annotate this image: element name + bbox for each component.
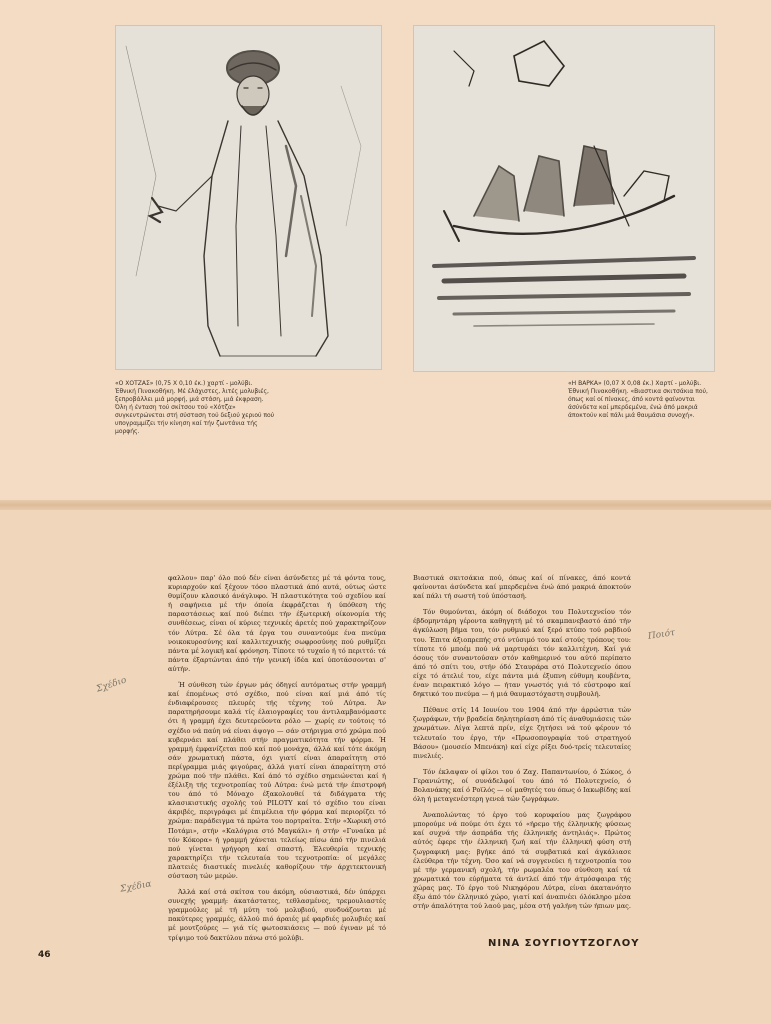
paragraph: φαλλου» παρ' όλο πού δέν είναι άσύνδετες μέ τά φόντα τους, κυριαρχούν καί ξέχουν τόσο πλαστικά άπό αυτά, ούτως ώστε θυμίζουν κλασικό άνάγλυφο. Ή πλαστικότητα τού σχεδίου καί ή σαφήνεια μέ τήν όποία έκφράζεται ή ύπόθεση τής παραστάσεως καί πού διέπει τήν έξωτερική οίκονομία τής συνθέσεως, είναι οί κύριες τεχνικές άρετές πού χαρακτηρίζουν τόν Λύτρα. Σέ όλα τά έργα του συναντούμε ένα πνεύμα νοικοκυροσύνης καί καλλιτεχνικής σωφροσύνης πού ρυθμίζει πάντα μέ λογική καί φρόνηση. Τίποτε τό τυχαίο ή τό περιττό: τά πάντα έξαρτώνται άπό τήν γενική ίδέα καί ύποτάσσονται σ' αύτήν. bbox=[168, 574, 386, 673]
text-column-left bbox=[168, 574, 386, 950]
caption-right-text: «Η ΒΑΡΚΑ» (0,07 Χ 0,08 έκ.) Χαρτί - μολύβι. Έθνική Πινακοθήκη. «Βιαστικα σκιτσάκια πού, όπως καί οί πίνακες, άπό κοντά φαίνονται άσύνδετα καί μπερδεμένα, ένώ άπό μακριά άποκτούν καί πάλι μιά θαυμάσια συνοχή». bbox=[568, 380, 708, 419]
page-fold bbox=[0, 500, 771, 510]
paragraph: Άναπολώντας τό έργο τού κορυφαίου μας ζωγράφου μπορούμε νά πούμε ότι έχει τό «ήρεμο τής έλληνικής φύσεως καί συχνά τήν άσπράδα τής έλληνικής άντηλιάς». Πρώτος αύτός έφερε τήν έλληνική ζωή καί τήν έλληνική φύση στή ζωγραφική μας: βγήκε άπό τά συμβατικά καί άγκάλιασε έλεύθερα τήν τέχνη. Όσο καί νά συγγενεύει ή τεχνοτροπία του μέ τήν γερμανική σχολή, τήν ρωμαλέα του σύνθεση καί τά χρωματικά του εύρήματα τά άντλεί άπό τήν άτμόσφαιρα τής χώρας μας. Τό έργο τού Νικηφόρου Λύτρα, είναι άκατανόητο έξω άπό τόν έλληνικό χώρο, γιατί καί άναπνέει όλόκληρο μέσα στήν άπαλότητα τού λαού μας, μέσα στή γαλήνη τών ήπιων μας. bbox=[413, 811, 631, 911]
caption-right bbox=[568, 380, 710, 420]
page-number: 46 bbox=[38, 950, 51, 960]
handwritten-note: Σχέδια bbox=[119, 879, 153, 895]
boat-drawing bbox=[414, 26, 714, 371]
caption-left bbox=[115, 380, 275, 436]
handwritten-note: Σχέδιο bbox=[95, 675, 128, 695]
text-column-right bbox=[413, 574, 631, 918]
paragraph: Βιαστικά σκιτσάκια πού, όπως καί οί πίνακες, άπό κοντά φαίνονται άσύνδετα καί μπερδεμένα ένώ άπό μακριά άποκτούν καί πάλι τή σωστή τού ύπόστασή. bbox=[413, 574, 631, 601]
paragraph: Τόν έκλαψαν οί φίλοι του ό Ζαχ. Παπαντωνίου, ό Σώκος, ό Γερανιώτης, οί συνάδελφοί του άπό τό Πολυτεχνείο, ό Βολανάκης καί ό Ροϊλός — οί μαθητές του όπως ό Ιακωβίδης καί όλη ή μεταγενέστερη γενεά τών ζωγράφων. bbox=[413, 767, 631, 804]
paragraph: Τόν θυμούνται, άκόμη οί διάδοχοι του Πολυτεχνείου τόν έβδομηντάρη γέροντα καθηγητή μέ τό σκαμπανεβαστό άπό τήν άγκύλωση βήμα του, τόν ρυθμικό καί ξερό κτύπο τού ραβδιού του. Έπιτα άξιοπρεπής στό ντύσιμό του καί στούς τρόπους του: τίποτε τό μποέμ πού νά μαρτυράει τόν καλλιτέχνη. Καί γιά όσους τόν συναντούσαν στόν καθημερινό του αύτό περίπατο άπό τό σπίτι του, στήν όδό Σταυράρα στό Πολυτεχνείο όπου είχε τό άτελιέ του, είχε πάντα μιά έξυπνη εύθυμη κουβέντα, έναν πειρακτικό λόγο — ήταν γνωστός γιά τό εύστροφο καί δηκτικό του πνεύμα — ή μιά θαυμαστόχαστη συμβουλή. bbox=[413, 608, 631, 699]
caption-left-text: «Ο ΧΟΤΖΑΣ» (0,75 Χ 0,10 έκ.) χαρτί - μολύβι. Έθνική Πινακοθήκη. Μέ έλάχιστες, λιτές μολυβιές, ξεπροβάλλει μιά μορφή, μιά στάση, μιά έκφραση. Όλη ή ένταση τού σκίτσου τού «Χότζα» συγκεντρώνεται στή σύσταση τού δεξιού χεριού πού υπογραμμίζει τήν κίνηση καί τήν ζωντάνια τής μορφής. bbox=[115, 380, 275, 435]
paragraph: Άλλά καί στά σκίτσα του άκόμη, ούσιαστικά, δέν ύπάρχει συνεχής γραμμή: άκατάστατες, τεθλασμένες, τρεμουλιαστές γραμμούλες μέ τή μύτη τού μολυβιού, συνδυάζονται μέ πακύτερες γραμμές, άλλού πιό άραιές μέ φαρδιές μολυβιές καί μέ μουτζούρες — γιά τίς φωτοσκιάσεις — πού έγιναν μέ τό τρίψιμο τού δακτύλου πάνω στό μολύβι. bbox=[168, 888, 386, 942]
handwritten-note: Ποιότ bbox=[647, 628, 676, 642]
sketch-boat bbox=[413, 25, 715, 372]
hodja-drawing bbox=[116, 26, 381, 369]
sketch-hodja bbox=[115, 25, 382, 370]
paragraph: Πέθανε στίς 14 Ιουνίου του 1904 άπό τήν άρρώστια τών ζωγράφων, τήν βραδεία δηλητηρίαση άπό τίς άναθυμιάσεις τών χρωμάτων. Λίγα λεπτά πρίν, είχε ζητήσει νά τού φέρουν τό τελευταίο του έργο, τήν «Πρωσοπογραφία τού στρατηγού Βάσου» (μουσείο Μπενάκη) καί είχε ρίξει δυό-τρείς τελευταίες πινελιές. bbox=[413, 706, 631, 760]
author-name: ΝΙΝΑ ΣΟΥΓΙΟΥΤΖΟΓΛΟΥ bbox=[488, 938, 640, 949]
paragraph: Ή σύνθεση τών έργων μάς όδηγεί αυτόματως στήν γραμμή καί έπομένως στό σχέδιο, πού είναι καί μιά άπό τίς ένδιαφέρουσες πλευρές τής τέχνης τού Λύτρα. Άν παρατηρήσουμε καλά τίς έλαιογραφίες του άντιλαμβανόμαστε ότι ή γραμμή έχει δευτερεύοντα ρόλο — χωρίς εν τούτοις τό σχέδιο νά παύη νά είναι άψογο — σάν στήριγμα στό χρώμα πού κυβερνάει καί πλάθει στήν πραγματικότητα τήν φόρμα. Ή γραμμή έμφανίζεται πού καί πού μονάχα, άλλά καί τότε άκόμη σάν χρωματική πάστα, όχι γιατί είναι άπαραίτητη στό περίγραμμα μιάς φιγούρας, άλλά γιατί είναι άπαραίτητη στό χρώμα πού τήν πλάθει. Καί άπό τό σχέδιο σημειώνεται καί ή έξέλιξη τής τεχνοτροπίας τού Λύτρα: ένώ μετά τήν έπιστροφή του άπό τό Μόναχο έξακολουθεί τά διδάγματα τής κλασικιστικής σχολής τού PILOTY καί τό σχέδιο του είναι άκριβές, περιγράφει μέ έπιμέλεια τήν φόρμα καί περιορίζει τό χρώμα: παράδειγμα τά πρώτα του πορτραίτα. Στήν «Χωρική στό Ποτάμι», στήν «Καλόγρια στό Μαγκάλι» ή στήν «Γυναίκα μέ τόν Κόκορα» ή γραμμή χάνεται τελείως πίσω άπό τήν πινελιά πού γίνεται γρήγορη καί σπαστή. Έλευθερία τεχνικής χαρακτηρίζει τήν τελευταία του τεχνοτροπία: οί μεγάλες πλατειές διαστικές πινελιές καθορίζουν τήν άρχιτεκτονική σύσταση τών μερών. bbox=[168, 681, 386, 880]
